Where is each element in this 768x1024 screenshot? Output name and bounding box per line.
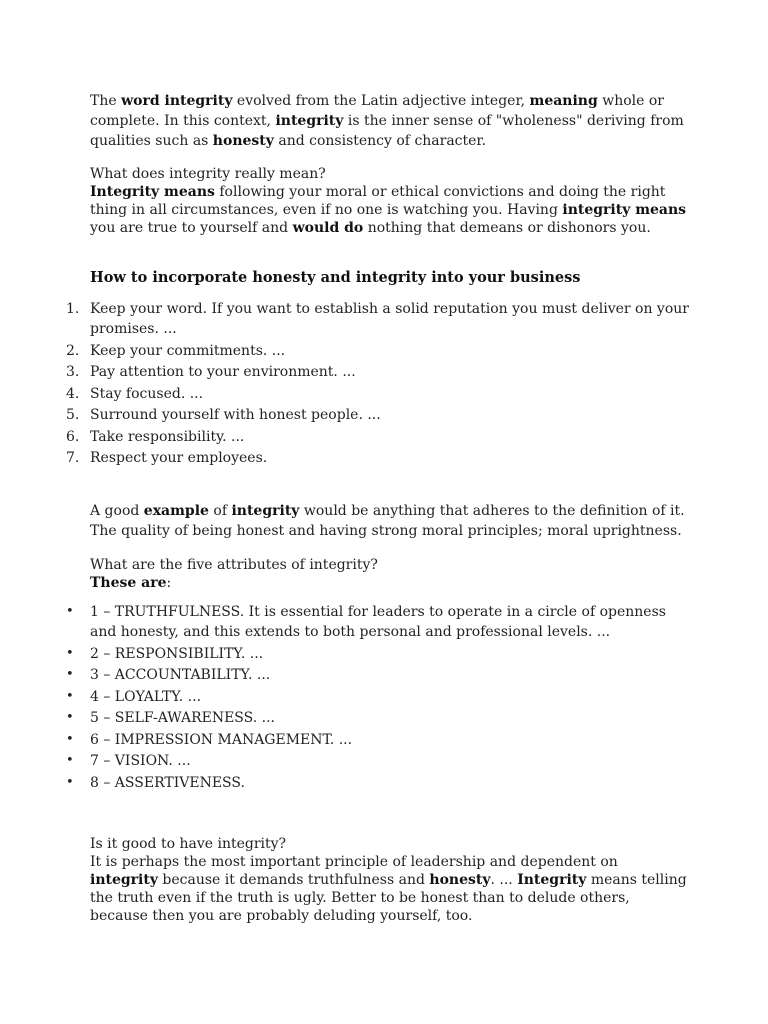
list-item-text: Keep your word. If you want to establish a solid reputation you must deliver on your promises. ... (90, 301, 689, 337)
list-item-text: 7 – VISION. ... (90, 753, 191, 769)
bullet-icon: • (66, 774, 74, 790)
list-item-text: Pay attention to your environment. ... (90, 364, 356, 380)
list-number: 1. (66, 301, 80, 317)
list-item-text: 6 – IMPRESSION MANAGEMENT. ... (90, 731, 353, 748)
list-number: 5. (66, 407, 80, 423)
list-item-text: Keep your commitments. ... (90, 342, 286, 359)
list-item-text: 1 – TRUTHFULNESS. It is essential for leaders to operate in a circle of openness and honesty, and this extends to both personal and professional levels. ... (90, 604, 666, 640)
list-number: 3. (66, 364, 80, 380)
list-number: 6. (66, 428, 80, 445)
business-heading: How to incorporate honesty and integrity into your business (90, 269, 581, 286)
example-paragraph: A good example of integrity would be anything that adheres to the definition of it. The quality of being honest and having strong moral principles; moral uprightness. (90, 503, 685, 539)
meaning-paragraph: What does integrity really mean? Integrity means following your moral or ethical convictions and doing the right thing in all circumstances, even if no one is watching you. Having integrity means you are true to yourself and would do nothing that demeans or dishonors you. (90, 166, 687, 236)
list-item-text: Surround yourself with honest people. ... (90, 407, 381, 423)
attributes-intro: What are the five attributes of integrity? These are: (90, 557, 378, 591)
list-item (66, 644, 690, 664)
list-item-text: Respect your employees. (90, 450, 268, 466)
list-item (66, 751, 690, 771)
list-item (66, 405, 690, 425)
meaning-question: What does integrity really mean? (90, 166, 326, 182)
bullet-icon: • (66, 731, 74, 747)
list-item (66, 602, 690, 642)
bullet-icon: • (66, 753, 74, 768)
list-item-text: 5 – SELF-AWARENESS. ... (90, 710, 275, 726)
list-item (66, 708, 690, 728)
list-item-text: Take responsibility. ... (90, 428, 245, 445)
list-number: 4. (66, 385, 80, 402)
list-item-text: 8 – ASSERTIVENESS. (90, 774, 245, 791)
list-number: 7. (66, 450, 80, 466)
list-item (66, 341, 690, 361)
list-item (66, 299, 690, 339)
business-list (66, 299, 690, 470)
bullet-icon: • (66, 710, 74, 725)
bullet-icon: • (66, 645, 74, 661)
bullet-icon: • (66, 667, 74, 682)
list-item-text: 4 – LOYALTY. ... (90, 688, 202, 705)
list-item (66, 448, 690, 468)
good-question: Is it good to have integrity? (90, 836, 287, 852)
list-number: 2. (66, 342, 80, 359)
list-item (66, 665, 690, 685)
list-item (66, 773, 690, 793)
list-item (66, 384, 690, 404)
list-item (66, 730, 690, 750)
attributes-list (66, 602, 690, 794)
attributes-lead: These are (90, 575, 167, 591)
bullet-icon: • (66, 688, 74, 704)
list-item (66, 687, 690, 707)
list-item-text: 2 – RESPONSIBILITY. ... (90, 645, 264, 662)
bullet-icon: • (66, 604, 74, 619)
list-item-text: Stay focused. ... (90, 385, 204, 402)
attributes-question: What are the five attributes of integrity? (90, 557, 378, 573)
good-paragraph: Is it good to have integrity? It is perhaps the most important principle of leadership and dependent on integrity because it demands truthfulness and honesty. ... Integrity means telling the truth even if the truth is ugly. Better to be honest than to delude others, because then you are probably deluding yourself, too. (90, 836, 687, 924)
list-item (66, 362, 690, 382)
list-item (66, 427, 690, 447)
intro-paragraph: The word integrity evolved from the Latin adjective integer, meaning whole or complete. In this context, integrity is the inner sense of "wholeness" deriving from qualities such as honesty and consistency of character. (90, 93, 684, 149)
list-item-text: 3 – ACCOUNTABILITY. ... (90, 667, 271, 683)
